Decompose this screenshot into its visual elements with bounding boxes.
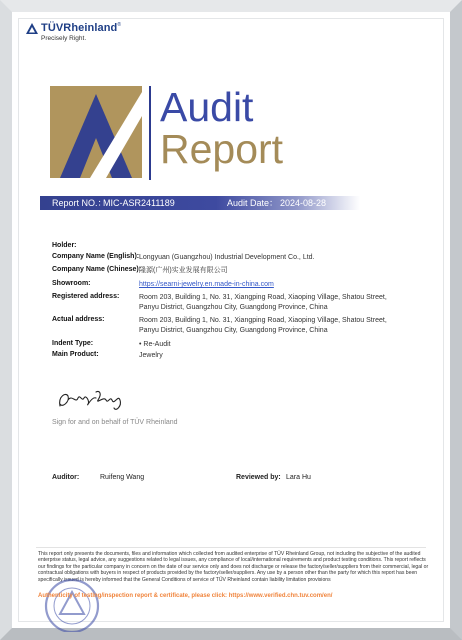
holder-label: Holder:	[52, 242, 77, 249]
signature-label: Sign for and on behalf of TÜV Rheinland	[52, 419, 178, 426]
company-cn-value: 隆源(广州)实业发展有限公司	[139, 267, 228, 274]
report-info-bar	[40, 196, 360, 210]
title-report: Report	[160, 126, 284, 172]
footer-divider	[36, 547, 426, 548]
brand-header	[26, 22, 121, 42]
main-product-label: Main Product:	[52, 351, 99, 358]
indent-type-label: Indent Type:	[52, 340, 94, 347]
audit-logo-graphic	[50, 86, 142, 178]
tuv-stamp-icon	[42, 576, 102, 632]
authenticity-text: Authenticity of testing/inspection report & certificate, please click:	[38, 593, 228, 599]
audit-date: 2024-08-28	[280, 198, 327, 208]
auditor-name: Ruifeng Wang	[100, 474, 145, 481]
brand-name: TÜVRheinland	[41, 22, 118, 34]
auditor-label: Auditor:	[52, 474, 80, 481]
actual-address-value: Room 203, Building 1, No. 31, Xiangping Road, Xiaoping Village, Shatou Street, Panyu District, Guangzhou City, Guangdong Province, China	[139, 317, 387, 334]
showroom-label: Showroom:	[52, 280, 91, 287]
authenticity-link[interactable]: https://www.verified.chn.tuv.com/en/	[228, 593, 333, 599]
reviewed-by-label: Reviewed by:	[236, 474, 281, 481]
company-en-label: Company Name (English):	[52, 253, 140, 260]
report-no: MIC-ASR2411189	[103, 198, 175, 208]
brand-tagline: Precisely Right.	[41, 35, 87, 42]
company-cn-label: Company Name (Chinese):	[52, 266, 142, 273]
tuv-triangle-icon	[26, 23, 38, 34]
company-en-value: Longyuan (Guangzhou) Industrial Development Co., Ltd.	[139, 254, 315, 261]
signature-image	[56, 386, 128, 414]
title-divider	[149, 86, 151, 180]
main-product-value: Jewelry	[139, 352, 163, 359]
reviewer-name: Lara Hu	[286, 474, 311, 481]
showroom-link[interactable]: https://searni-jewelry.en.made-in-china.com	[139, 281, 274, 288]
authenticity-line	[38, 593, 332, 599]
indent-type-value: • Re-Audit	[139, 341, 171, 348]
title-audit: Audit	[160, 84, 254, 130]
audit-date-label: Audit Date：	[227, 198, 279, 208]
actual-address-label: Actual address:	[52, 316, 105, 323]
disclaimer-text: This report only presents the documents, files and information which collected from audited enterprise of TÜV Rheinland Group, not including the subjective of the audited enterprise status, legal advice, any suggestions related to legal issues, any compliance of local/international requirements and product testing conditions. This report reflects our findings for the particular company in concern on the date of our service only and does not discharge or release the factory/seller/suppliers from their commercial, legal or contractual obligations with buyers in respect of products provided by the factory/seller/suppliers. Any use by a person other than the party for which this report has been specifically issued is hereby informed that the General Conditions of service of TÜV Rheinland contain liability limitation provisions	[38, 551, 429, 583]
registered-address-label: Registered address:	[52, 293, 120, 300]
brand-registered-mark: ®	[117, 22, 122, 28]
registered-address-value: Room 203, Building 1, No. 31, Xiangping Road, Xiaoping Village, Shatou Street, Panyu District, Guangzhou City, Guangdong Province, China	[139, 294, 387, 311]
report-no-label: Report NO.：	[52, 198, 107, 208]
